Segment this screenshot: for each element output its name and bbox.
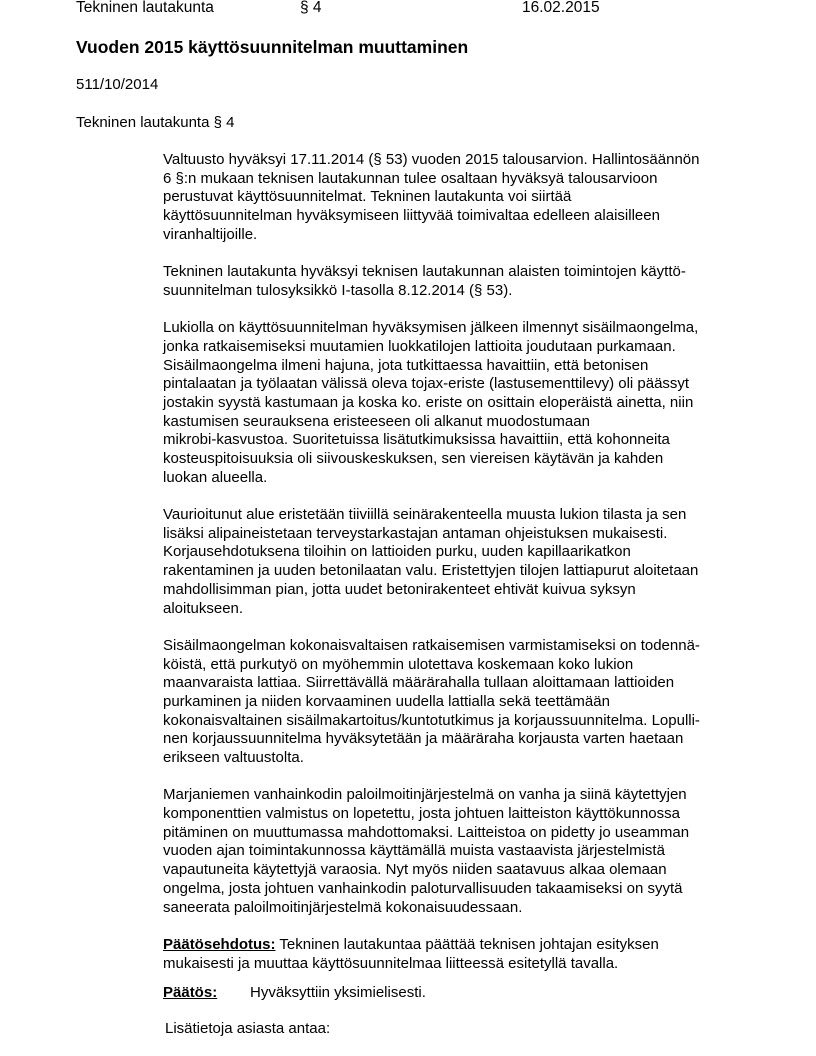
text-line: komponenttien valmistus on lopetettu, josta johtuen laitteiston käyttökunnossa — [163, 805, 680, 823]
text-line: kosteuspitoisuuksia oli siivouskeskuksen, sen viereisen käytävän ja kahden — [163, 450, 664, 467]
text-line: saneerata paloilmoitinjärjestelmä kokonaisuudessaan. — [163, 898, 523, 916]
text-line: Korjausehdotuksena tiloihin on lattioiden purku, uuden kapillaarikatkon — [163, 543, 631, 561]
text-line: luokan alueella. — [163, 468, 268, 486]
diary-number: 511/10/2014 — [76, 76, 159, 93]
text-line: vapautuneita käytettyjä varaosia. Nyt myös niiden saatavuus alkaa olemaan — [163, 861, 667, 879]
text-line — [163, 936, 743, 955]
text-line: Sisäilmaongelma ilmeni hajuna, jota tutkittaessa havaittiin, että betonisen — [163, 356, 649, 374]
text-line: aloitukseen. — [163, 599, 244, 617]
text-line: pitäminen on muuttumassa mahdottomaksi. Laitteistoa on pidetty jo useamman — [163, 823, 690, 841]
text-line: erikseen valtuustolta. — [163, 749, 304, 766]
header-committee: Tekninen lautakunta — [76, 0, 214, 16]
text-line: Marjaniemen vanhainkodin paloilmoitinjärjestelmä on vanha ja siinä käytettyjen — [163, 786, 687, 804]
paragraph — [163, 151, 743, 244]
text-line: viranhaltijoille. — [163, 225, 258, 243]
text-line: mukaisesti ja muuttaa käyttösuunnitelmaa liitteessä esitetyllä tavalla. — [163, 954, 619, 972]
paragraph — [163, 786, 743, 917]
text-line: kokonaisvaltainen sisäilmakartoitus/kuntotutkimus ja korjaussuunnitelma. Lopulli- — [163, 711, 700, 729]
header-section: § 4 — [300, 0, 322, 16]
decision — [163, 984, 426, 1001]
decision-value: Hyväksyttiin yksimielisesti. — [250, 984, 426, 1001]
text-line: rakentaminen ja uuden betonilaatan valu. Eristettyjen tilojen lattiapurut aloitetaan — [163, 562, 699, 580]
proposal-label: Päätösehdotus: — [163, 935, 276, 953]
text-line: Tekninen lautakunta hyväksyi teknisen lautakunnan alaisten toimintojen käyttö- — [163, 263, 686, 281]
decision-label: Päätös: — [163, 984, 218, 1001]
text-line: vuoden ajan toimintakunnossa käyttämällä muista vastaavista järjestelmistä — [163, 842, 665, 860]
text-line: lisäksi alipaineistetaan terveystarkastajan antaman ohjeistuksen mukaisesti. — [163, 524, 668, 542]
paragraph — [163, 319, 743, 487]
text-line: kastumisen seurauksena eristeeseen oli alkanut muodostumaan — [163, 412, 590, 430]
text-line: käyttösuunnitelman hyväksymiseen liittyvää toimivaltaa edelleen alaisilleen — [163, 207, 660, 225]
text-line: mahdollisimman pian, jotta uudet betonirakenteet ehtivät kuivua syksyn — [163, 580, 636, 598]
text-line: Sisäilmaongelman kokonaisvaltaisen ratkaisemisen varmistamiseksi on todennä- — [163, 636, 700, 654]
more-info: Lisätietoja asiasta antaa: — [165, 1020, 331, 1037]
text-line: Vaurioitunut alue eristetään tiiviillä seinärakenteella muusta lukion tilasta ja sen — [163, 506, 687, 524]
text-line: purkaminen ja niiden korvaaminen uudella lattialla sekä teettämään — [163, 692, 610, 710]
text-line: nen korjaussuunnitelma hyväksytetään ja määräraha korjausta varten haetaan — [163, 730, 684, 748]
text-line: Lukiolla on käyttösuunnitelman hyväksymisen jälkeen ilmennyt sisäilmaongelma, — [163, 319, 699, 337]
proposal — [163, 936, 743, 973]
text-line: 6 §:n mukaan teknisen lautakunnan tulee osaltaan hyväksyä talousarvioon — [163, 169, 658, 187]
text-line: perustuvat käyttösuunnitelmat. Tekninen lautakunta voi siirtää — [163, 188, 572, 206]
text-line: mikrobi-kasvustoa. Suoritetuissa lisätutkimuksissa havaittiin, että kohonneita — [163, 431, 670, 449]
body-text — [163, 151, 743, 992]
proposal-text: Tekninen lautakuntaa päättää teknisen johtajan esityksen — [275, 935, 659, 953]
paragraph — [163, 263, 743, 300]
text-line: suunnitelman tulosyksikkö I-tasolla 8.12.2014 (§ 53). — [163, 281, 513, 299]
header-date: 16.02.2015 — [522, 0, 600, 16]
text-line: jostakin syystä kastumaan ja koska ko. eriste on osittain eloperäistä ainetta, niin — [163, 393, 694, 411]
text-line: jonka ratkaisemiseksi muutamien luokkatilojen lattioita joudutaan purkamaan. — [163, 337, 676, 355]
text-line: pintalaatan ja työlaatan välissä oleva tojax-eriste (lastusementtilevy) oli päässyt — [163, 375, 690, 393]
paragraph — [163, 637, 743, 768]
text-line: maanvaraista lattiaa. Siirrettävällä määrärahalla tullaan aloittamaan lattioiden — [163, 674, 675, 692]
page-title: Vuoden 2015 käyttösuunnitelman muuttaminen — [76, 37, 469, 57]
text-line: ongelma, josta johtuen vanhainkodin paloturvallisuuden takaamiseksi on syytä — [163, 879, 683, 897]
text-line: köistä, että purkutyö on myöhemmin ulotettava koskemaan koko lukion — [163, 655, 634, 673]
committee-reference: Tekninen lautakunta § 4 — [76, 114, 235, 131]
text-line: Valtuusto hyväksyi 17.11.2014 (§ 53) vuoden 2015 talousarvion. Hallintosäännön — [163, 151, 700, 168]
paragraph — [163, 506, 743, 618]
